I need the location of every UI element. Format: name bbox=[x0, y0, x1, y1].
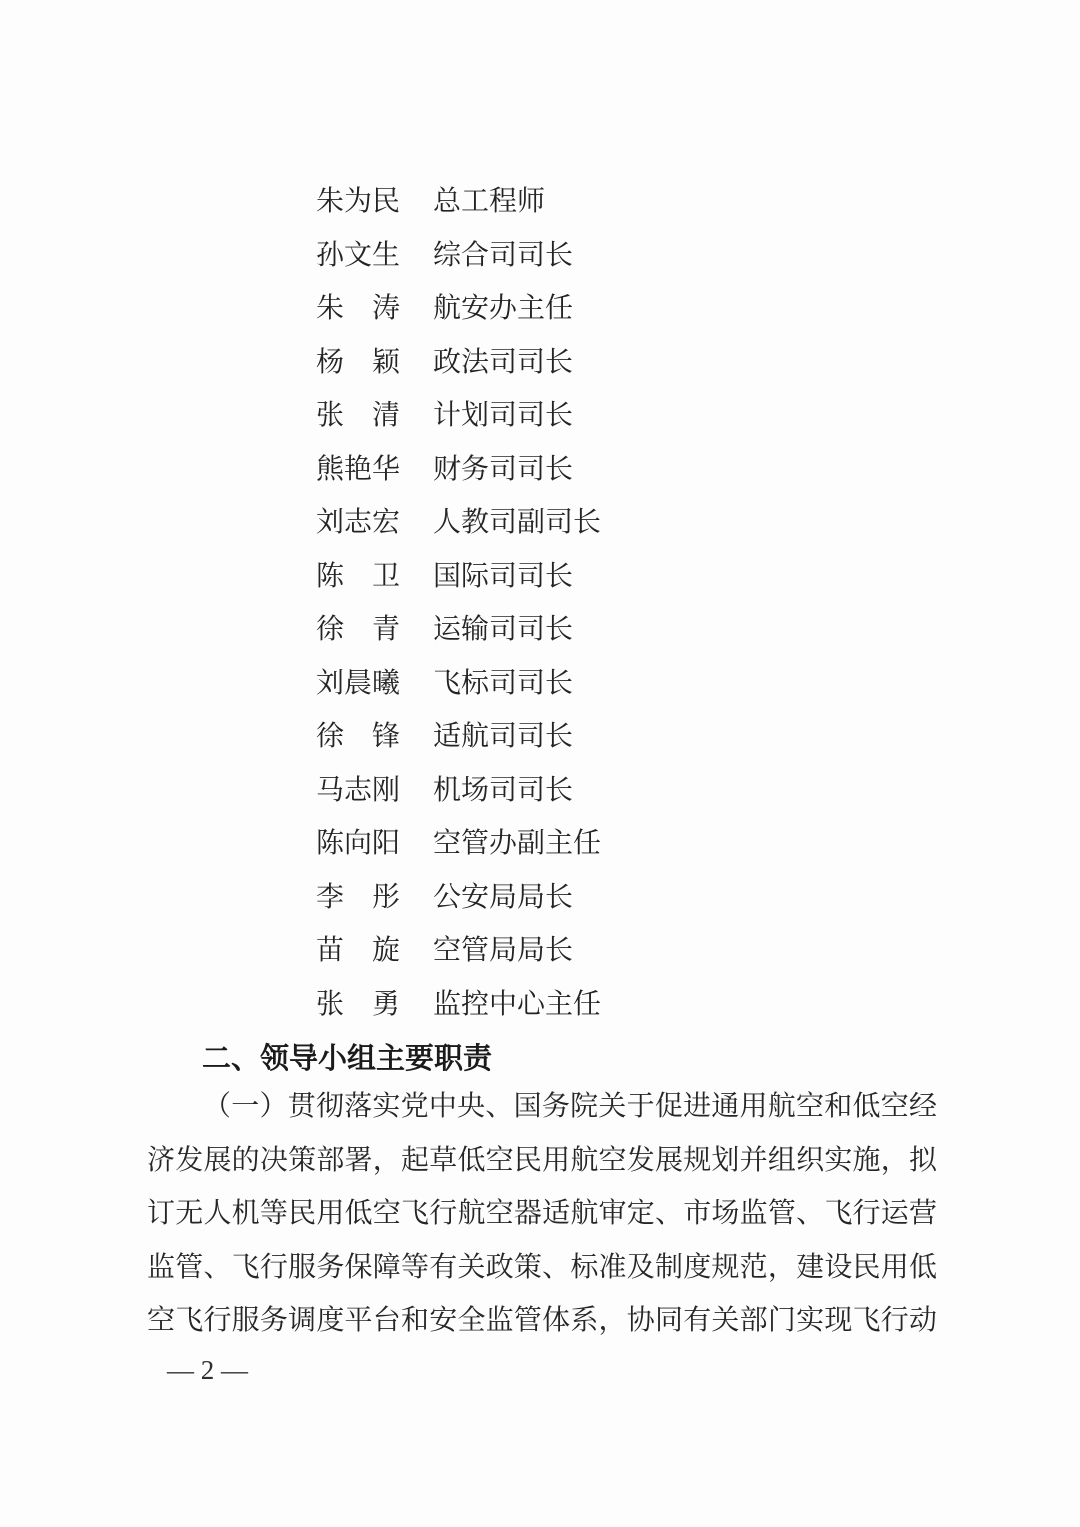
member-name: 徐锋 bbox=[316, 721, 400, 752]
member-title: 运输司司长 bbox=[433, 614, 574, 645]
roster-list bbox=[316, 186, 601, 1042]
member-title: 空管办副主任 bbox=[433, 828, 602, 859]
roster-row bbox=[316, 935, 601, 989]
member-title: 适航司司长 bbox=[433, 721, 574, 752]
paragraph-line: 订无人机等民用低空飞行航空器适航审定、市场监管、飞行运营 bbox=[147, 1198, 937, 1229]
member-name: 马志刚 bbox=[316, 774, 401, 806]
member-name: 张勇 bbox=[316, 988, 400, 1020]
member-title: 监控中心主任 bbox=[433, 988, 602, 1020]
roster-row bbox=[316, 293, 601, 347]
member-name: 杨颖 bbox=[316, 346, 400, 378]
member-title: 总工程师 bbox=[433, 186, 546, 217]
member-title: 财务司司长 bbox=[433, 453, 574, 485]
roster-row bbox=[316, 882, 601, 936]
member-title: 综合司司长 bbox=[433, 239, 574, 271]
member-name: 熊艳华 bbox=[316, 453, 401, 485]
member-name: 苗旋 bbox=[316, 935, 400, 966]
roster-row bbox=[316, 989, 601, 1043]
roster-row bbox=[316, 454, 601, 508]
member-name: 徐青 bbox=[316, 614, 400, 645]
roster-row bbox=[316, 614, 601, 668]
section-heading: 二、领导小组主要职责 bbox=[202, 1043, 493, 1075]
member-name: 孙文生 bbox=[316, 239, 401, 271]
roster-row bbox=[316, 668, 601, 722]
roster-row bbox=[316, 775, 601, 829]
member-title: 公安局局长 bbox=[433, 881, 574, 913]
member-name: 刘晨曦 bbox=[316, 667, 401, 699]
member-name: 陈卫 bbox=[316, 560, 400, 592]
paragraph-line: 监管、飞行服务保障等有关政策、标准及制度规范，建设民用低 bbox=[147, 1251, 937, 1283]
roster-row bbox=[316, 828, 601, 882]
member-name: 陈向阳 bbox=[316, 828, 401, 859]
body-paragraph bbox=[147, 1090, 937, 1358]
member-name: 朱为民 bbox=[316, 186, 401, 217]
member-title: 人教司副司长 bbox=[433, 507, 602, 538]
roster-row bbox=[316, 400, 601, 454]
member-title: 国际司司长 bbox=[433, 560, 574, 592]
roster-row bbox=[316, 347, 601, 401]
paragraph-line: 济发展的决策部署，起草低空民用航空发展规划并组织实施，拟 bbox=[147, 1144, 937, 1176]
roster-row bbox=[316, 561, 601, 615]
roster-row bbox=[316, 186, 601, 240]
paragraph-line: 空飞行服务调度平台和安全监管体系，协同有关部门实现飞行动 bbox=[147, 1305, 937, 1336]
member-title: 空管局局长 bbox=[433, 935, 574, 966]
member-title: 机场司司长 bbox=[433, 774, 574, 806]
member-title: 航安办主任 bbox=[433, 293, 574, 324]
roster-row bbox=[316, 240, 601, 294]
member-name: 李彤 bbox=[316, 881, 400, 913]
roster-row bbox=[316, 721, 601, 775]
member-name: 刘志宏 bbox=[316, 507, 401, 538]
member-title: 政法司司长 bbox=[433, 346, 574, 378]
member-title: 飞标司司长 bbox=[433, 667, 574, 699]
member-name: 朱涛 bbox=[316, 293, 400, 324]
roster-row bbox=[316, 507, 601, 561]
member-name: 张清 bbox=[316, 400, 400, 431]
member-title: 计划司司长 bbox=[433, 400, 574, 431]
paragraph-line: （一）贯彻落实党中央、国务院关于促进通用航空和低空经 bbox=[203, 1091, 937, 1122]
page-number: — 2 — bbox=[167, 1355, 248, 1385]
